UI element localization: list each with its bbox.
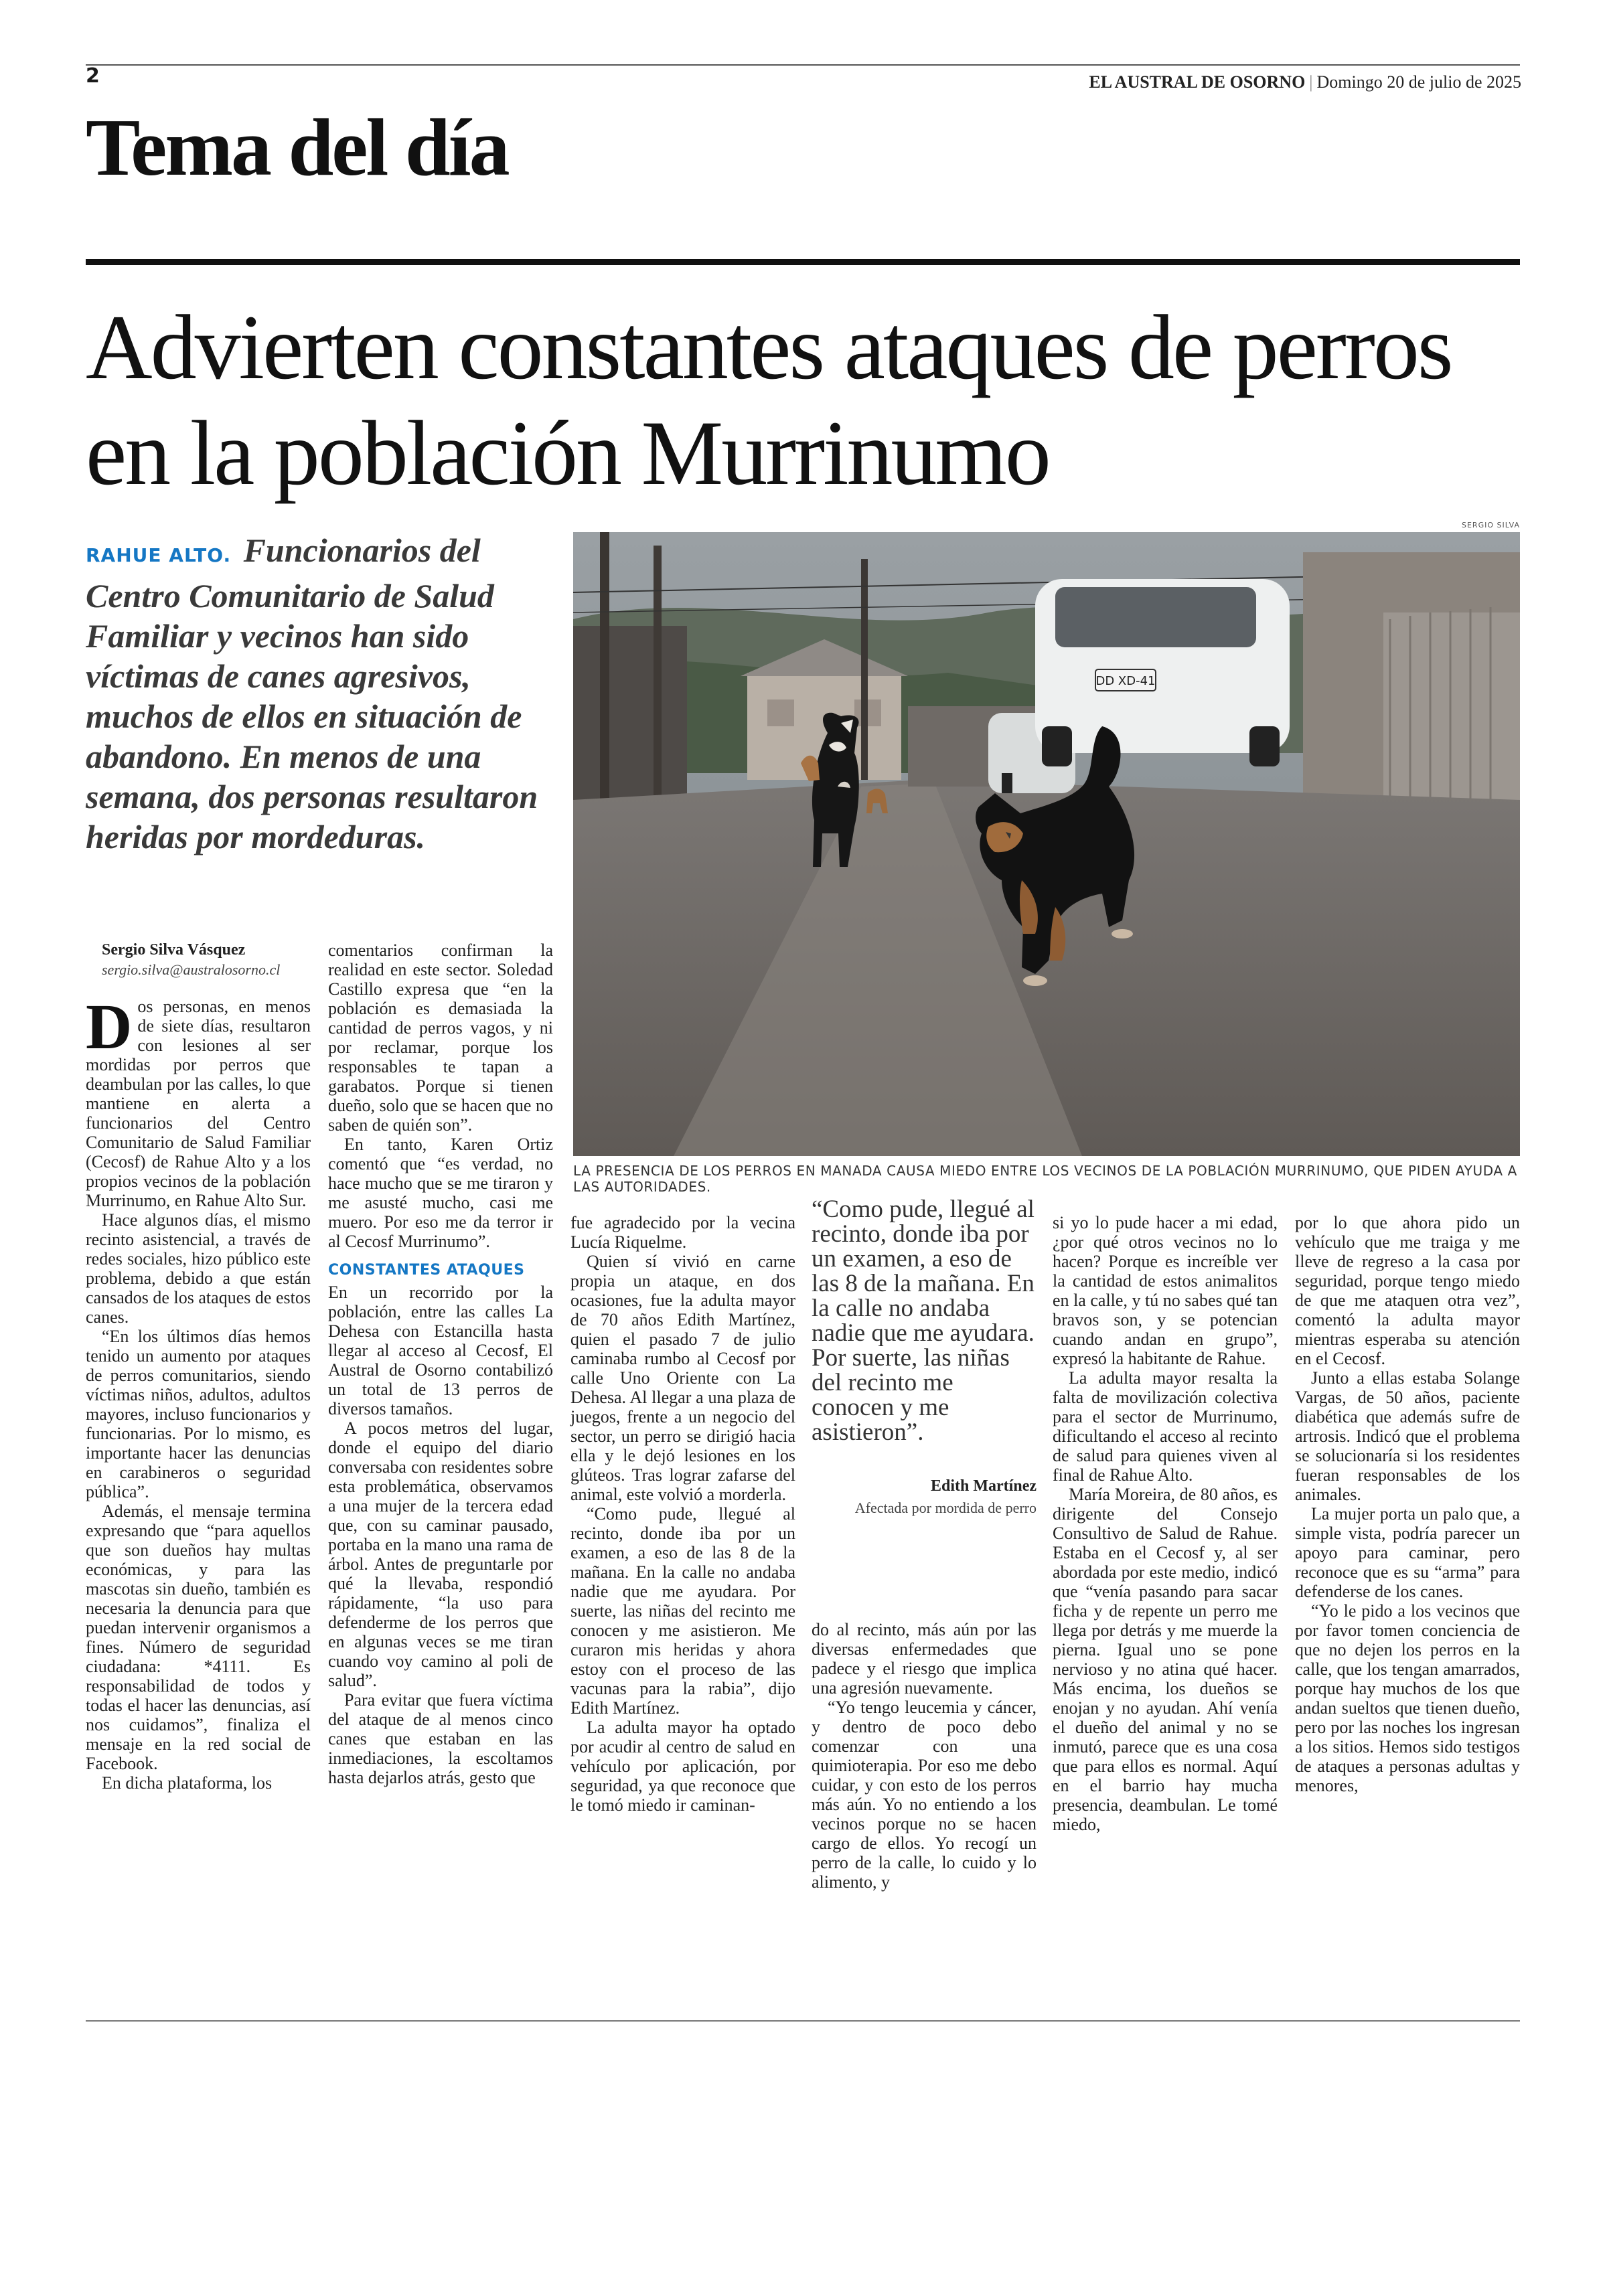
byline-email: sergio.silva@australosorno.cl	[102, 961, 281, 978]
photo-credit: SERGIO SILVA	[1462, 521, 1520, 529]
body-paragraph: do al recinto, más aún por las diversas enfermedades que padece y el riesgo que implica una agresión nuevamente.	[812, 1620, 1037, 1698]
byline-name: Sergio Silva Vásquez	[102, 941, 246, 959]
article-column-4	[812, 1620, 1037, 1892]
pull-quote-role: Afectada por mordida de perro	[854, 1499, 1037, 1516]
body-paragraph: La adulta mayor ha optado por acudir al centro de salud en vehículo por aplicación, por seguridad, ya que reconoce que le tomó miedo ir caminan-	[570, 1718, 795, 1815]
article-column-2	[328, 940, 553, 1787]
masthead	[1089, 72, 1521, 92]
body-paragraph: A pocos metros del lugar, donde el equipo del diario conversaba con residentes sobre esta problemática, observamos a una mujer de la tercera edad que, con su caminar pausado, portaba en la mano una rama de árbol. Antes de preguntarle por qué la llevaba, respondió rápidamente, “la uso para defenderme de los perros que en algunas veces se me tiran cuando voy camino al poli de salud”.	[328, 1418, 553, 1690]
body-paragraph: “Yo le pido a los vecinos que por favor tomen conciencia de que no dejen los perros en la calle, que los tengan amarrados, porque hay muchos de los que andan sueltos que tienen dueño, pero por las noches los ingresan a los sitios. Hemos sido testigos de ataques a personas adultas y menores,	[1295, 1601, 1520, 1795]
body-paragraph: fue agradecido por la vecina Lucía Riquelme.	[570, 1213, 795, 1252]
body-paragraph: En un recorrido por la población, entre las calles La Dehesa con Estancilla hasta llegar al acceso al Cecosf, El Austral de Osorno contabilizó un total de 13 perros de diversos tamaños.	[328, 1283, 553, 1418]
headline: Advierten constantes ataques de perros en la población Murrinumo	[86, 296, 1452, 504]
body-paragraph: “En los últimos días hemos tenido un aumento por ataques de perros comunitarios, siendo víctimas niños, adultos, adultos mayores, incluso funcionarios y funcionarias. Por lo mismo, es importante hacer las denuncias en carabineros o seguridad pública”.	[86, 1327, 311, 1501]
lead-text: Funcionarios del Centro Comunitario de Salud Familiar y vecinos han sido víctimas de canes agresivos, muchos de ellos en situación de abandono. En menos de una semana, dos personas resultaron heridas por mordeduras.	[86, 531, 538, 855]
bottom-rule	[86, 2020, 1520, 2022]
body-paragraph: Junto a ellas estaba Solange Vargas, de 50 años, paciente diabética que además sufre de artrosis. Indicó que el problema se solucionaría si los residentes fueran responsables de los animales.	[1295, 1368, 1520, 1504]
body-paragraph: Para evitar que fuera víctima del ataque de al menos cinco canes que estaban en las inmediaciones, la escoltamos hasta dejarlos atrás, gesto que	[328, 1690, 553, 1787]
page-number: 2	[86, 64, 100, 88]
pull-quote: “Como pude, llegué al recinto, donde iba por un examen, a eso de las 8 de la mañana. En la calle no andaba nadie que me ayudara. Por suerte, las niñas del recinto me conocen y me asistieron”.	[812, 1196, 1035, 1446]
body-paragraph: La adulta mayor resalta la falta de movilización colectiva para el sector de Murrinumo, dificultando el acceso al recinto de salud para quienes viven al final de Rahue Alto.	[1053, 1368, 1278, 1485]
license-plate: DD XD-41	[1095, 674, 1156, 688]
body-paragraph: Quien sí vivió en carne propia un ataque, en dos ocasiones, fue la adulta mayor de 70 años Edith Martínez, quien el pasado 7 de julio caminaba rumbo al Cecosf por calle Uno Oriente con La Dehesa. Al llegar a una plaza de juegos, frente a un negocio del sector, un perro se dirigió hacia ella y le dejó lesiones en los glúteos. Tras lograr zafarse del animal, este volvió a morderla.	[570, 1252, 795, 1504]
body-paragraph: En dicha plataforma, los	[102, 1773, 273, 1793]
issue-date: Domingo 20 de julio de 2025	[1316, 72, 1521, 92]
body-paragraph: La mujer porta un palo que, a simple vista, podría parecer un apoyo para caminar, pero reconoce que es su “arma” para defenderse de los canes.	[1295, 1504, 1520, 1601]
publication-name: EL AUSTRAL DE OSORNO	[1089, 72, 1306, 92]
masthead-separator: |	[1309, 72, 1313, 92]
kicker: RAHUE ALTO.	[86, 544, 232, 566]
photo-caption: LA PRESENCIA DE LOS PERROS EN MANADA CAUSA MIEDO ENTRE LOS VECINOS DE LA POBLACIÓN MURRINUMO, QUE PIDEN AYUDA A LAS AUTORIDADES.	[573, 1163, 1517, 1195]
body-paragraph: Hace algunos días, el mismo recinto asistencial, a través de redes sociales, hizo público este problema, debido a que están cansados de los ataques de estos canes.	[86, 1210, 311, 1327]
body-paragraph: por lo que ahora pido un vehículo que me traiga y me lleve de regreso a la casa por seguridad, porque tengo miedo de que me ataquen otra vez”, comentó la adulta mayor mientras esperaba su atención en el Cecosf.	[1295, 1213, 1520, 1368]
article-column-6	[1295, 1213, 1520, 1795]
body-paragraph: En tanto, Karen Ortiz comentó que “es verdad, no hace mucho que se me tiraron y me asusté mucho, casi me muero. Por eso me da terror ir al Cecosf Murrinumo”.	[328, 1135, 553, 1251]
street-dogs-illustration	[573, 532, 1520, 1156]
article-column-3	[570, 1213, 795, 1815]
body-paragraph: “Como pude, llegué al recinto, donde iba por un examen, a eso de las 8 de la mañana. En la calle no andaba nadie que me ayudara. Por suerte, las niñas del recinto me conocen y me asistieron. Me curaron mis heridas y ahora estoy con el proceso de las vacunas para la rabia”, dijo Edith Martínez.	[570, 1504, 795, 1718]
body-paragraph: “Yo tengo leucemia y cáncer, y dentro de poco debo comenzar con una quimioterapia. Por eso me debo cuidar, y con esto de los perros más aún. Yo no entiendo a los vecinos porque no se hacen cargo de ellos. Yo recogí un perro de la calle, lo cuido y lo alimento, y	[812, 1698, 1037, 1892]
subhead: CONSTANTES ATAQUES	[328, 1262, 525, 1279]
body-paragraph: Además, el mensaje termina expresando que “para aquellos que son dueños hay multas económicas, y para las mascotas sin dueño, también es necesaria la denuncia para que puedan intervenir organismos a fines. Número de seguridad ciudadana: *4111. Es responsabilidad de todos y todas el hacer las denuncias, así nos cuidamos”, finaliza el mensaje en la red social de Facebook.	[86, 1501, 311, 1773]
top-rule	[86, 64, 1520, 66]
body-paragraph: María Moreira, de 80 años, es dirigente del Consejo Consultivo de Salud de Rahue. Estaba en el Cecosf y, al ser abordada por este medio, indicó que “venía pasando para sacar ficha y de repente un perro me llega por detrás y me muerde la pierna. Igual uno se pone nervioso y no atina qué hacer. Más encima, los dueños se enojan y no ayudan. Ahí venía el dueño del animal y no se inmutó, parece que es una cosa que para ellos es normal. Aquí en el barrio hay mucha presencia, deambulan. Le tomé miedo,	[1053, 1485, 1278, 1834]
body-paragraph: si yo lo pude hacer a mi edad, ¿por qué otros vecinos no lo hacen? Porque es increíble ver la cantidad de estos animalitos en la calle, y tú no sabes qué tan bravos son, y se potencian cuando andan en grupo”, expresó la habitante de Rahue.	[1053, 1213, 1278, 1368]
section-title: Tema del día	[86, 102, 508, 193]
body-paragraph	[86, 991, 311, 1210]
article-column-5	[1053, 1213, 1278, 1834]
pull-quote-author: Edith Martínez	[931, 1477, 1037, 1495]
lead-paragraph	[86, 530, 548, 857]
body-text: os personas, en menos de siete días, resultaron con lesiones al ser mordidas por perros que deambulan por las calles, lo que mantiene en alerta a funcionarios del Centro Comunitario de Salud Familiar (Cecosf) de Rahue Alto y a los propios vecinos de la población Murrinumo, en Rahue Alto Sur.	[86, 997, 311, 1210]
drop-cap: D	[86, 991, 133, 1062]
body-paragraph: comentarios confirman la realidad en este sector. Soledad Castillo expresa que “en la población es demasiada la cantidad de perros vagos, y ni por reclamar, porque los responsables te tapan a garabatos. Porque si tienen dueño, solo que se hacen que no saben de quién son”.	[328, 940, 553, 1135]
article-photo	[573, 532, 1520, 1156]
article-column-1	[86, 940, 311, 1793]
section-rule	[86, 259, 1520, 265]
